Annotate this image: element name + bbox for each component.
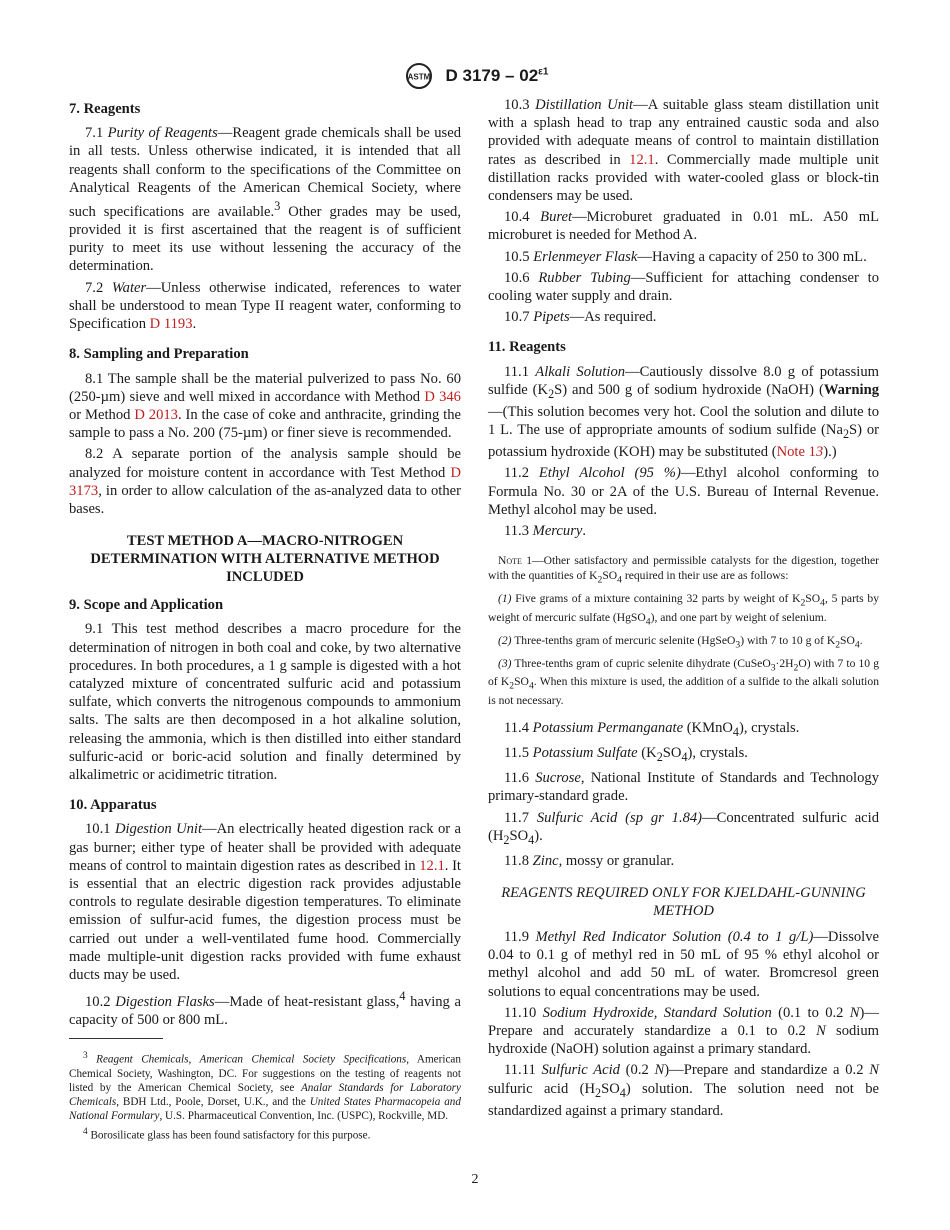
note-1-item-1: (1) Five grams of a mixture containing 32 parts by weight of $K_2SO_4$, 5 parts by weight of mercuric sulfate (HgSO$_4$), and one part by weight of selenium. xyxy=(488,591,879,627)
ref-link[interactable]: D 3173 xyxy=(69,464,461,499)
para-10-1: 10.1 Digestion Unit—An electrically heated digestion rack or a gas burner; either type of heater shall be provided with adequate means of control to maintain digestion rates as described in 12.1. It is essential that an electric digestion rack provides adjustable controls to regulate desirable digestion temperatures. To eliminate emission of sulfur-acid fumes, the digestion process must be carried out under a well-ventilated fume hood. Commercially made multiple-unit digestion racks provided with fume exhaust ducts may be used. xyxy=(69,821,461,983)
method-a-title: TEST METHOD A—MACRO-NITROGEN DETERMINATION WITH ALTERNATIVE METHOD INCLUDED xyxy=(90,533,440,586)
section-7-title: 7. Reagents xyxy=(69,101,141,117)
note-1-item-3: (3) Three-tenths gram of cupric selenite dihydrate $(CuSeO_3\cdot 2H_2O)$ with 7 to 10 g of $K_2SO_4$. When this mixture is used, the addition of a sulfide to the alkali solution is not necessary. xyxy=(488,656,879,708)
para-11-7: 11.7 Sulfuric Acid (sp gr 1.84)—Concentrated sulfuric acid $(H_2SO_4)$. xyxy=(488,809,880,847)
ref-link[interactable]: 12.1 xyxy=(629,151,655,168)
para-11-6: 11.6 Sucrose, National Institute of Standards and Technology primary-standard grade. xyxy=(488,770,879,805)
section-11-title: 11. Reagents xyxy=(488,339,566,356)
ref-link[interactable]: 12.1 xyxy=(419,857,445,874)
left-column xyxy=(69,96,461,1032)
para-8-1: 8.1 The sample shall be the material pulverized to pass No. 60 (250-µm) sieve and well mixed in accordance with Method D 346 or Method D 2013. In the case of coke and anthracite, grinding the sample to pass a No. 200 (75-µm) or finer sieve is recommended. xyxy=(69,370,461,442)
para-9-1: 9.1 This test method describes a macro procedure for the determination of nitrogen in both coal and coke, by two alternative procedures. In both procedures, a 1 g sample is digested with a hot catalyzed mixture of concentrated sulfuric acid and potassium sulfate, which converts the nitrogenous compounds to ammonium salts. The salts are then decomposed in a hot alkaline solution, releasing the ammonia, which is then distilled into either standard sulfuric-acid or boric-acid solution and finally determined by alkalimetric or acidimetric titration. xyxy=(69,621,461,783)
note-1 xyxy=(488,554,879,709)
para-11-3: 11.3 Mercury. xyxy=(504,523,587,540)
ref-link[interactable]: D 346 xyxy=(424,388,461,405)
para-11-2: 11.2 Ethyl Alcohol (95 %)—Ethyl alcohol conforming to Formula No. 30 or 2A of the U.S. Bureau of Internal Revenue. Methyl alcohol may be used. xyxy=(488,465,879,518)
para-11-10: 11.10 Sodium Hydroxide, Standard Solution (0.1 to 0.2 N)—Prepare and accurately standardize a 0.1 to 0.2 N sodium hydroxide (NaOH) solution against a primary standard. xyxy=(488,1004,880,1058)
footnote-4: $^4$ Borosilicate glass has been found satisfactory for this purpose. xyxy=(83,1126,371,1142)
para-10-7: 10.7 Pipets—As required. xyxy=(504,309,657,326)
para-7-1: 7.1 Purity of Reagents—Reagent grade chemicals shall be used in all tests. Unless otherwise indicated, it is intended that all reagents shall conform to the specifications of the Committee on Analytical Reagents of the American Chemical Society, where such specifications are available.$^3$ Other grades may be used, provided it is first ascertained that the reagent is of sufficient purity to meet its use without lessening the accuracy of the determination. xyxy=(69,125,461,275)
para-10-5: 10.5 Erlenmeyer Flask—Having a capacity of 250 to 300 mL. xyxy=(504,248,867,265)
footnotes xyxy=(69,1038,461,1144)
para-11-1: 11.1 Alkali Solution—Cautiously dissolve 8.0 g of potassium sulfide $(K_2S)$ and 500 g of sodium hydroxide (NaOH) (Warning—(This solution becomes very hot. Cool the solution and dilute to 1 L. The use of appropriate amounts of sodium sulfide $(Na_2S)$ or potassium hydroxide (KOH) may be substituted (Note 13).) xyxy=(488,363,879,461)
para-10-6: 10.6 Rubber Tubing—Sufficient for attaching condenser to cooling water supply and drain. xyxy=(488,269,879,305)
para-10-2: 10.2 Digestion Flasks—Made of heat-resistant glass,$^4$ having a capacity of 500 or 800 mL. xyxy=(69,989,462,1029)
note-1-item-2: (2) Three-tenths gram of mercuric selenite (HgSeO$_3$) with 7 to 10 g of $K_2SO_4$. xyxy=(498,633,863,650)
ref-link[interactable]: D 2013 xyxy=(134,406,178,423)
para-7-2: 7.2 Water—Unless otherwise indicated, references to water shall be understood to mean Type II reagent water, conforming to Specification D 1193. xyxy=(69,279,462,333)
astm-logo-icon xyxy=(402,62,436,90)
para-10-3: 10.3 Distillation Unit—A suitable glass steam distillation unit with a splash head to trap any entrained caustic soda and also provided with adequate means of control to maintain distillation rates as described in 12.1. Commercially made multiple unit distillation racks provided with water-cooled glass or block-tin condensers may be used. xyxy=(488,97,879,205)
footnote-3: $^3$ Reagent Chemicals, American Chemical Society Specifications, American Chemical Society, Washington, DC. For suggestions on the testing of reagents not listed by the American Chemical Society, see Analar Standards for Laboratory Chemicals, BDH Ltd., Poole, Dorset, U.K., and the United States Pharmacopeia and National Formulary, U.S. Pharmaceutical Convention, Inc. (USPC), Rockville, MD. xyxy=(69,1051,461,1122)
footnote-rule xyxy=(69,1038,163,1039)
ref-link[interactable]: D 1193 xyxy=(149,316,193,333)
page-number: 2 xyxy=(471,1172,479,1187)
section-8-title: 8. Sampling and Preparation xyxy=(69,346,249,363)
note-link[interactable]: Note 13 xyxy=(776,444,824,461)
page-header xyxy=(0,62,950,90)
para-10-4: 10.4 Buret—Microburet graduated in 0.01 mL. A50 mL microburet is needed for Method A. xyxy=(488,209,879,244)
right-column xyxy=(488,96,879,1123)
para-11-5: 11.5 Potassium Sulfate $(K_2SO_4)$, crystals. xyxy=(504,745,748,764)
para-11-11: 11.11 Sulfuric Acid (0.2 N)—Prepare and standardize a 0.2 N sulfuric acid $(H_2SO_4)$ solution. The solution need not be standardized against a primary standard. xyxy=(488,1062,879,1119)
para-11-8: 11.8 Zinc, mossy or granular. xyxy=(504,852,675,869)
para-11-4: 11.4 Potassium Permanganate (KMnO$_4$), crystals. xyxy=(504,719,800,739)
section-10-title: 10. Apparatus xyxy=(69,797,157,814)
kjeldahl-gunning-title: REAGENTS REQUIRED ONLY FOR KJELDAHL-GUNNING METHOD xyxy=(501,885,866,920)
svg-text:ASTM: ASTM xyxy=(407,72,430,82)
para-11-9: 11.9 Methyl Red Indicator Solution (0.4 to 1 g/L)—Dissolve 0.04 to 0.1 g of methyl red in 50 mL of 95 % ethyl alcohol or methyl alcohol and add 50 mL of water. Bromcresol green solutions to equal concentrations may be used. xyxy=(488,929,879,1000)
section-9-title: 9. Scope and Application xyxy=(69,597,224,614)
para-8-2: 8.2 A separate portion of the analysis sample should be analyzed for moisture content in accordance with Test Method D 3173, in order to allow calculation of the as-analyzed data to other bases. xyxy=(69,446,461,517)
note-1-intro: Note 1—Other satisfactory and permissible catalysts for the digestion, together with the quantities of $K_2SO_4$ required in their use are as follows: xyxy=(488,554,879,586)
designation: D $3179 - 02^{\varepsilon 1}$ xyxy=(445,66,549,85)
